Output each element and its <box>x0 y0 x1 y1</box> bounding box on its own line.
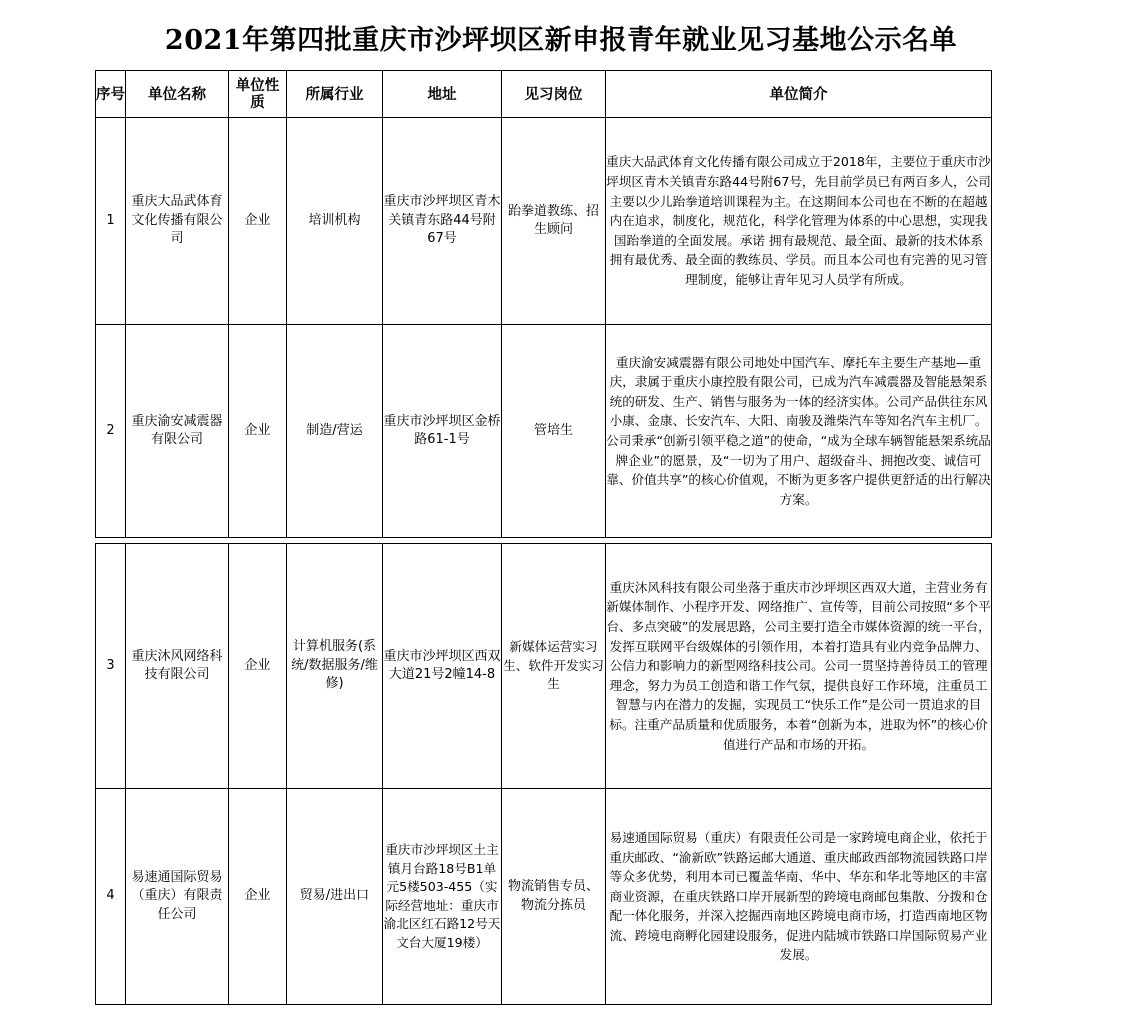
table-row <box>96 325 992 538</box>
table-header-row <box>96 71 992 118</box>
cell-name: 重庆沐风网络科技有限公司 <box>126 544 229 789</box>
list-table-bottom <box>95 543 992 1005</box>
cell-nature: 企业 <box>229 544 287 789</box>
cell-intro: 重庆渝安减震器有限公司地处中国汽车、摩托车主要生产基地—重庆，隶属于重庆小康控股有限公司，已成为汽车减震器及智能悬架系统的研发、生产、销售与服务为一体的经济实体。公司产品供往东风小康、金康、长安汽车、大阳、南骏及潍柴汽车等知名汽车主机厂。公司秉承“创新引领平稳之道”的使命，“成为全球车辆智能悬架系统品牌企业”的愿景，及“一切为了用户、超级奋斗、拥抱改变、诚信可靠、价值共享”的核心价值观，不断为更多客户提供更舒适的出行解决方案。 <box>606 325 992 538</box>
header-no: 序号 <box>96 71 126 118</box>
cell-name: 重庆渝安减震器有限公司 <box>126 325 229 538</box>
header-position: 见习岗位 <box>502 71 606 118</box>
cell-intro: 易速通国际贸易（重庆）有限责任公司是一家跨境电商企业，依托于重庆邮政、“渝新欧”铁路运邮大通道、重庆邮政西部物流园铁路口岸等众多优势，利用本司已覆盖华南、华中、华东和华北等地区的丰富商业资源，在重庆铁路口岸开展新型的跨境电商邮包集散、分拨和仓配一体化服务，并深入挖掘西南地区跨境电商市场，打造西南地区物流、跨境电商孵化园建设服务，促进内陆城市铁路口岸国际贸易产业发展。 <box>606 789 992 1005</box>
header-nature: 单位性质 <box>229 71 287 118</box>
header-address: 地址 <box>383 71 502 118</box>
header-industry: 所属行业 <box>287 71 383 118</box>
cell-name: 易速通国际贸易（重庆）有限责任公司 <box>126 789 229 1005</box>
cell-address: 重庆市沙坪坝区金桥路61-1号 <box>383 325 502 538</box>
cell-no: 3 <box>96 544 126 789</box>
cell-nature: 企业 <box>229 325 287 538</box>
table-row <box>96 544 992 789</box>
cell-no: 4 <box>96 789 126 1005</box>
header-name: 单位名称 <box>126 71 229 118</box>
cell-nature: 企业 <box>229 789 287 1005</box>
cell-no: 1 <box>96 118 126 325</box>
table-row <box>96 118 992 325</box>
header-intro: 单位简介 <box>606 71 992 118</box>
cell-address: 重庆市沙坪坝区西双大道21号2幢14-8 <box>383 544 502 789</box>
cell-position: 新媒体运营实习生、软件开发实习生 <box>502 544 606 789</box>
cell-industry: 贸易/进出口 <box>287 789 383 1005</box>
table-row <box>96 789 992 1005</box>
cell-industry: 计算机服务(系统/数据服务/维修) <box>287 544 383 789</box>
cell-intro: 重庆大品武体育文化传播有限公司成立于2018年，主要位于重庆市沙坪坝区青木关镇青东路44号附67号，先目前学员已有两百多人，公司主要以少儿跆拳道培训课程为主。在这期间本公司也在不断的在超越内在追求，制度化，规范化，科学化管理为体系的中心思想，实现我国跆拳道的全面发展。承诺 拥有最规范、最全面、最新的技术体系 拥有最优秀、最全面的教练员、学员。而且本公司也有完善的见习管理制度，能够让青年见习人员学有所成。 <box>606 118 992 325</box>
cell-position: 物流销售专员、物流分拣员 <box>502 789 606 1005</box>
cell-intro: 重庆沐风科技有限公司坐落于重庆市沙坪坝区西双大道，主营业务有新媒体制作、小程序开发、网络推广、宣传等，目前公司按照“多个平台、多点突破”的发展思路，公司主要打造全市媒体资源的统一平台，发挥互联网平台级媒体的引领作用，本着打造具有业内竞争品牌力、公信力和影响力的新型网络科技公司。公司一贯坚持善待员工的管理理念，努力为员工创造和谐工作气氛，提供良好工作环境，注重员工智慧与内在潜力的发掘，实现员工“快乐工作”是公司一贯追求的目标。注重产品质量和优质服务，本着“创新为本，进取为怀”的核心价值进行产品和市场的开拓。 <box>606 544 992 789</box>
cell-nature: 企业 <box>229 118 287 325</box>
cell-industry: 制造/营运 <box>287 325 383 538</box>
cell-position: 管培生 <box>502 325 606 538</box>
cell-no: 2 <box>96 325 126 538</box>
cell-address: 重庆市沙坪坝区土主镇月台路18号B1单元5楼503-455（实际经营地址：重庆市渝北区红石路12号天文台大厦19楼） <box>383 789 502 1005</box>
cell-address: 重庆市沙坪坝区青木关镇青东路44号附67号 <box>383 118 502 325</box>
list-table-top <box>95 70 992 538</box>
page-title: 2021年第四批重庆市沙坪坝区新申报青年就业见习基地公示名单 <box>164 25 958 56</box>
cell-industry: 培训机构 <box>287 118 383 325</box>
cell-name: 重庆大品武体育文化传播有限公司 <box>126 118 229 325</box>
cell-position: 跆拳道教练、招生顾问 <box>502 118 606 325</box>
